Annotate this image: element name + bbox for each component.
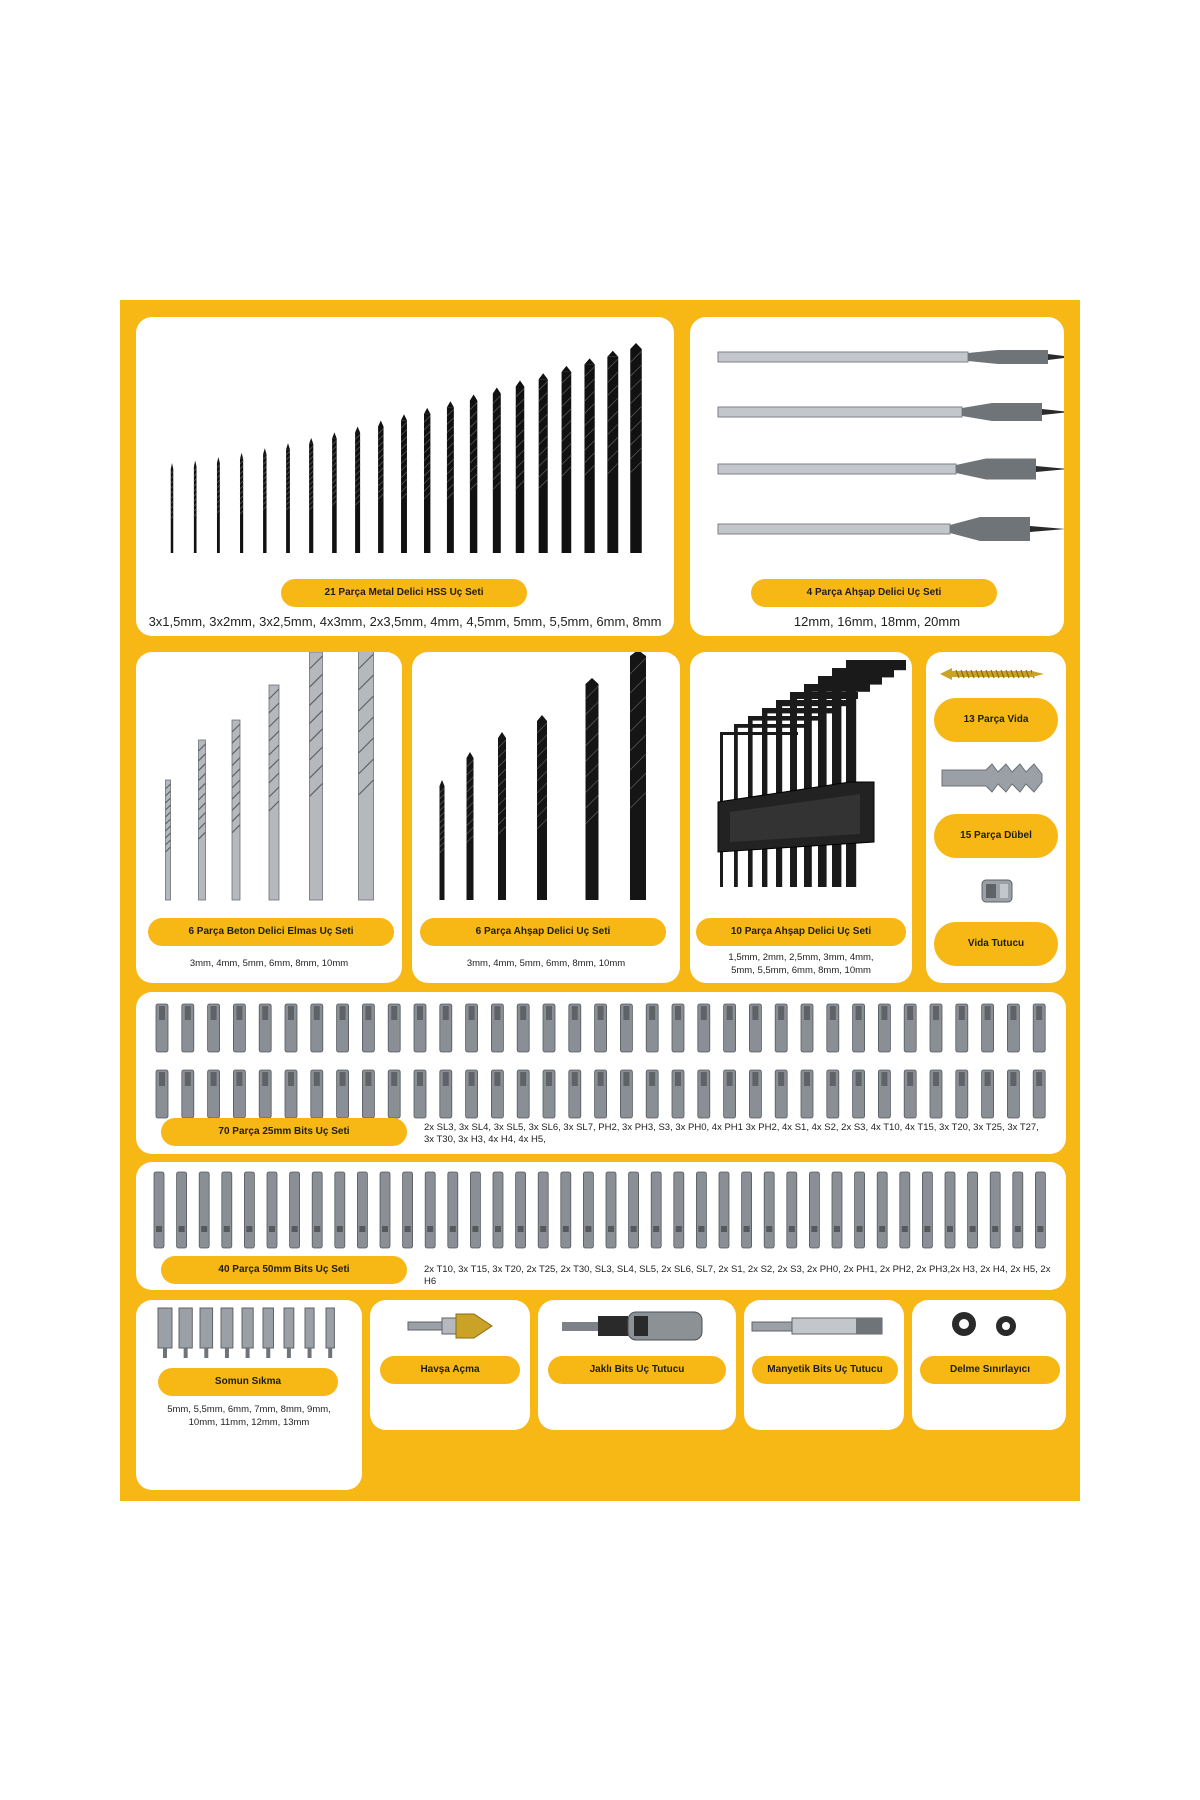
bit-25mm [827,1070,839,1118]
nut-set-sizes-line2: 10mm, 11mm, 12mm, 13mm [188,1417,310,1428]
bit-25mm [208,1070,220,1118]
hss-drill-bit [516,380,525,553]
bit-25mm [930,1070,942,1118]
magnetic-holder-icon [744,1300,904,1360]
hss-drill-bit [493,388,501,553]
bit-25mm [930,1004,942,1052]
nut-setter [221,1308,233,1358]
bit-25mm [337,1070,349,1118]
depth-stop-icon [912,1300,1066,1360]
bit-25mm [414,1070,426,1118]
spade-bit [718,459,1064,480]
bit-25mm [801,1070,813,1118]
hss-set-title: 21 Parça Metal Delici HSS Uç Seti [281,579,527,607]
bit-25mm [956,1070,968,1118]
bit-50mm [357,1172,367,1248]
screw-holder-icon [926,874,1066,910]
bit-50mm [651,1172,661,1248]
nut-set-sizes-line1: 5mm, 5,5mm, 6mm, 7mm, 8mm, 9mm, [167,1404,331,1415]
spade-bit [718,403,1064,421]
bit-25mm [440,1070,452,1118]
bit-50mm [719,1172,729,1248]
hss-drill-bit [309,438,313,553]
bit-50mm [832,1172,842,1248]
nut-setter [179,1308,192,1358]
bit-25mm [543,1070,555,1118]
hss-drill-bit [355,427,360,553]
bits25-illustration [136,992,1066,1122]
bit-25mm [672,1004,684,1052]
bit-25mm [956,1004,968,1052]
bit-25mm [595,1004,607,1052]
bit-25mm [440,1004,452,1052]
bit-25mm [182,1070,194,1118]
bit-25mm [1033,1070,1045,1118]
screw-icon [926,660,1066,690]
bit-25mm [749,1070,761,1118]
hss-drill-bits-illustration [136,317,674,557]
concrete-set-sizes: 3mm, 4mm, 5mm, 6mm, 8mm, 10mm [189,958,349,969]
bit-25mm [646,1070,658,1118]
bit-50mm [177,1172,187,1248]
kit-poster [120,300,1080,1501]
dowel-set-title: 15 Parça Dübel [934,814,1058,858]
nut-setter [284,1308,294,1358]
hss-drill-bit [332,432,337,553]
bit-25mm [285,1070,297,1118]
bit-25mm [259,1004,271,1052]
wood-drill-bit [498,732,506,900]
spade-set-title: 4 Parça Ahşap Delici Uç Seti [751,579,997,607]
depth-stop-panel [912,1300,1066,1430]
wood-set-title: 6 Parça Ahşap Delici Uç Seti [420,918,666,946]
bit-25mm [904,1070,916,1118]
concrete-drill-bit [310,652,323,900]
bit-25mm [982,1004,994,1052]
nut-setters-illustration [136,1300,362,1370]
bit-50mm [674,1172,684,1248]
bit-50mm [855,1172,865,1248]
bit-25mm [982,1070,994,1118]
bit-25mm [491,1070,503,1118]
chuck-holder-panel [538,1300,736,1430]
bit-25mm [724,1004,736,1052]
bit-25mm [311,1070,323,1118]
nut-setter [158,1308,172,1358]
bit-25mm [801,1004,813,1052]
bit-25mm [1007,1070,1019,1118]
hss-drill-bit [470,394,477,553]
bit-50mm [629,1172,639,1248]
wood-bits-illustration [412,652,680,902]
hss-drill-bit [401,414,407,553]
wood-drill-panel [412,652,680,983]
concrete-bits-illustration [136,652,402,902]
wood-drill-bit [467,752,474,900]
bit-25mm [208,1004,220,1052]
bit-50mm [199,1172,209,1248]
bit-50mm [425,1172,435,1248]
bits25-list-line1: 2x SL3, 3x SL4, 3x SL5, 3x SL6, 3x SL7, PH2, 3x PH3, S3, 3x PH0, 4x PH1 3x PH2, 4x S1, 4x S2, 2x S3, 4x T10, 4x T15, 3x T20, 3x T25, 3x T27, [424,1122,1039,1133]
hss-drill-bit [171,463,174,553]
bit-50mm [380,1172,390,1248]
hss-drill-bit [539,373,548,553]
nut-setter [263,1308,274,1358]
concrete-drill-bit [232,720,240,900]
bit-50mm [877,1172,887,1248]
bit-25mm [775,1004,787,1052]
bit-25mm [646,1004,658,1052]
bit-25mm [620,1004,632,1052]
bit-25mm [595,1070,607,1118]
bit-50mm [154,1172,164,1248]
bit-50mm [1013,1172,1023,1248]
hss-drill-bit [607,351,618,553]
bit-50mm [900,1172,910,1248]
concrete-drill-bit [269,685,279,900]
bit-25mm [620,1070,632,1118]
bit-25mm [259,1070,271,1118]
bit-50mm [267,1172,277,1248]
magnetic-holder-panel [744,1300,904,1430]
bit-25mm [878,1004,890,1052]
bit-50mm [493,1172,503,1248]
hex-keys-illustration [690,652,912,902]
bit-50mm [222,1172,232,1248]
bit-25mm [337,1004,349,1052]
concrete-drill-panel [136,652,402,983]
hss-drill-bit [584,358,594,553]
bits50-list: 2x T10, 3x T15, 3x T20, 2x T25, 2x T30, SL3, SL4, SL5, 2x SL6, SL7, 2x S1, 2x S2, 2x S3, 2x PH0, 2x PH1, 2x PH2, 2x PH3,2x H3, 2x H4, 2x H5, 2x H6 [424,1264,1051,1287]
hss-drill-bit [378,421,383,553]
bit-50mm [516,1172,526,1248]
hex-key-set [718,660,906,887]
bit-25mm [233,1004,245,1052]
hex-set-title: 10 Parça Ahşap Delici Uç Seti [696,918,906,946]
bit-25mm [285,1004,297,1052]
bit-25mm [775,1070,787,1118]
bit-25mm [156,1004,168,1052]
bit-50mm [696,1172,706,1248]
bit-50mm [312,1172,322,1248]
hex-set-sizes-line1: 1,5mm, 2mm, 2,5mm, 3mm, 4mm, [728,952,874,963]
bit-25mm [724,1070,736,1118]
depth-stop-title: Delme Sınırlayıcı [920,1356,1060,1384]
bit-50mm [470,1172,480,1248]
hss-drill-bit [263,448,266,553]
concrete-drill-bit [359,652,374,900]
bit-25mm [466,1070,478,1118]
hex-key-panel [690,652,912,983]
concrete-set-title: 6 Parça Beton Delici Elmas Uç Seti [148,918,394,946]
hss-drill-bit [286,443,290,553]
bit-50mm [538,1172,548,1248]
hss-drill-bit [194,461,197,553]
bits50-set-title: 40 Parça 50mm Bits Uç Seti [161,1256,407,1284]
bit-25mm [698,1070,710,1118]
nut-setter [305,1308,314,1358]
bit-50mm [787,1172,797,1248]
screw-holder-title: Vida Tutucu [934,922,1058,966]
bit-25mm [414,1004,426,1052]
bit-25mm [491,1004,503,1052]
nut-set-title: Somun Sıkma [158,1368,338,1396]
screw-set-title: 13 Parça Vida [934,698,1058,742]
bit-50mm [968,1172,978,1248]
hss-drill-bit [240,453,243,553]
bit-25mm [672,1070,684,1118]
bit-50mm [922,1172,932,1248]
countersink-title: Havşa Açma [380,1356,520,1384]
bit-25mm [362,1004,374,1052]
bit-50mm [561,1172,571,1248]
concrete-drill-bit [199,740,206,900]
bit-25mm [853,1004,865,1052]
bit-50mm [244,1172,254,1248]
hss-drill-bit [562,366,572,553]
bit-25mm [878,1070,890,1118]
hss-drill-bit [424,408,430,553]
hss-drill-bit [447,401,454,553]
bit-25mm [1007,1004,1019,1052]
wood-drill-bit [537,715,547,900]
bit-50mm [809,1172,819,1248]
bit-25mm [233,1070,245,1118]
bits50-panel [136,1162,1066,1290]
bits25-panel [136,992,1066,1154]
chuck-holder-icon [538,1300,736,1360]
bit-25mm [517,1004,529,1052]
hss-drill-bit [217,457,220,553]
bit-50mm [742,1172,752,1248]
bit-25mm [311,1004,323,1052]
bit-25mm [853,1070,865,1118]
bits25-list-line2: 3x T30, 3x H3, 4x H4, 4x H5, [424,1134,546,1145]
nut-setter [242,1308,253,1358]
spade-bit-panel [690,317,1064,636]
spade-bit [718,350,1064,364]
concrete-drill-bit [166,780,171,900]
bit-25mm [827,1004,839,1052]
wood-drill-bit [440,780,445,900]
bit-50mm [945,1172,955,1248]
bit-25mm [569,1004,581,1052]
bit-25mm [904,1004,916,1052]
bit-25mm [1033,1004,1045,1052]
magnetic-holder-title: Manyetik Bits Uç Tutucu [752,1356,898,1384]
bit-50mm [990,1172,1000,1248]
bit-25mm [182,1004,194,1052]
bit-25mm [388,1004,400,1052]
bit-25mm [362,1070,374,1118]
bit-25mm [388,1070,400,1118]
nut-setter [326,1308,334,1358]
bit-25mm [698,1004,710,1052]
bit-25mm [569,1070,581,1118]
bit-25mm [749,1004,761,1052]
nut-setter-panel [136,1300,362,1490]
wood-drill-bit [586,678,599,900]
chuck-holder-title: Jaklı Bits Uç Tutucu [548,1356,726,1384]
bit-50mm [448,1172,458,1248]
spade-bit [718,517,1064,541]
countersink-panel [370,1300,530,1430]
hss-set-sizes: 3x1,5mm, 3x2mm, 3x2,5mm, 4x3mm, 2x3,5mm, 4mm, 4,5mm, 5mm, 5,5mm, 6mm, 8mm [148,614,662,629]
bit-50mm [290,1172,300,1248]
bit-50mm [403,1172,413,1248]
hex-set-sizes-line2: 5mm, 5,5mm, 6mm, 8mm, 10mm [731,965,871,976]
bit-25mm [517,1070,529,1118]
wood-set-sizes: 3mm, 4mm, 5mm, 6mm, 8mm, 10mm [466,958,626,969]
wood-drill-bit [630,652,646,900]
bit-25mm [466,1004,478,1052]
bit-50mm [606,1172,616,1248]
spade-bits-illustration [690,317,1064,557]
bit-50mm [583,1172,593,1248]
hss-drill-bit [630,343,642,553]
dowel-icon [926,760,1066,800]
bit-25mm [156,1070,168,1118]
bit-25mm [543,1004,555,1052]
nut-setter [200,1308,213,1358]
countersink-icon [370,1300,530,1360]
hss-drill-panel [136,317,674,636]
accessory-panel [926,652,1066,983]
bit-50mm [764,1172,774,1248]
bit-50mm [1035,1172,1045,1248]
spade-set-sizes: 12mm, 16mm, 18mm, 20mm [793,614,961,629]
bits25-set-title: 70 Parça 25mm Bits Uç Seti [161,1118,407,1146]
bit-50mm [335,1172,345,1248]
